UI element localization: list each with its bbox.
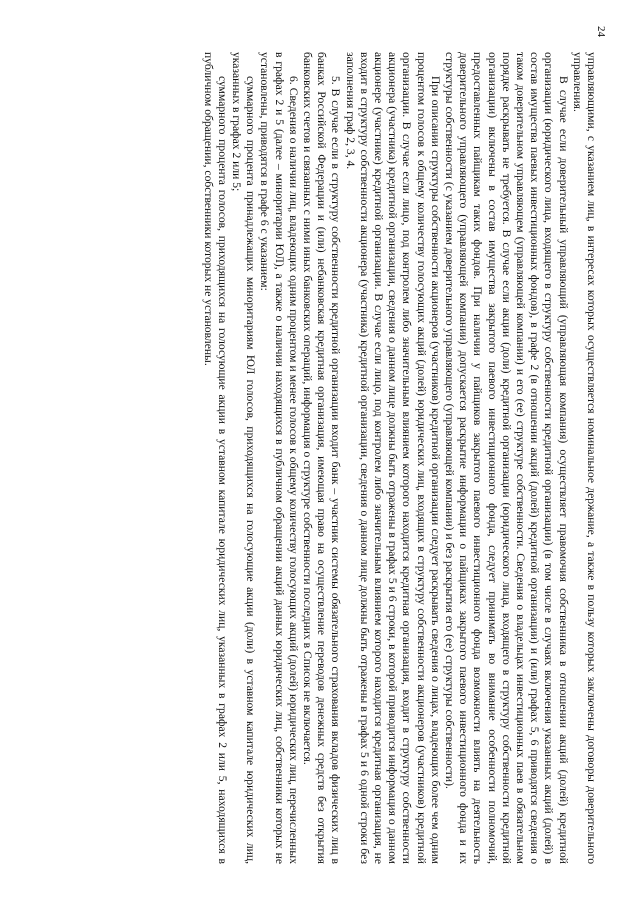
document-body xyxy=(38,52,598,864)
paragraph: 6. Сведения о наличии лиц, владеющих одним процентом и менее голосов к общему количеству голосующих акций (долей) юридических лиц, перечисленных в графах 2 и 5 (далее – миноритарии ЮЛ), а также о наличии находящихся в публичном обращении акций данных юридических лиц, собственники которых не установлены, приводятся в графе 6 с указанием: xyxy=(258,52,300,864)
paragraph: суммарного процента голосов, приходящихся на голосующие акции в уставном капитале юридических лиц, указанных в графах 2 или 5, находящихся в публичном обращении, собственники которых не установлены. xyxy=(201,52,229,864)
paragraph: управляющими, с указанием лиц, в интересах которых осуществляется номинальное держание, а также в пользу которых заключены договоры доверительного управления. xyxy=(570,52,598,864)
paragraph: 5. В случае если в структуру собственности кредитной организации входит банк – участник системы обязательного страхования вкладов физических лиц в банках Российской Федерации и (или) небанковская кредитная организация, имеющая право на осуществление переводов денежных средств без открытия банковских счетов и связанных с ними иных банковских операций, информация о структуре собственности последних в Список не включается. xyxy=(300,52,343,864)
paragraph: В случае если доверительный управляющий (управляющая компания) осуществляет правомочия собственника в отношении акций (долей) кредитной организации (юридического лица, входящего в структуру собственности кредитной организации) (в том числе в случаях включения указанных акций (долей) в состав имущества паевых инвестиционных фондов), в графе 2 (в отношении акций (долей) кредитной организации) и (или) графах 5, 6 приводятся сведения о таком доверительном управляющем (управляющей компании) и его (ее) структуре собственности. Сведения о владельцах инвестиционных паев в обязательном порядке раскрывать не требуется. В случае если акции (доли) кредитной организации (юридического лица, входящего в структуру собственности кредитной организации) включены в состав имущества закрытого паевого инвестиционного фонда, следует принимать во внимание особенности полномочий, предоставленных пайщикам таких фондов. При наличии у пайщиков закрытого паевого инвестиционного фонда возможности влиять на деятельность доверительного управляющего (управляющей компании) допускается раскрытие информации о пайщиках закрытого паевого инвестиционного фонда и их структуры собственности (с указанием доверительного управляющего (управляющей компании) и без раскрытия его (ее) структуры собственности). xyxy=(442,52,570,864)
paragraph: При описании структуры собственности акционеров (участников) кредитной организации следует раскрывать сведения о лицах, владеющих более чем одним процентом голосов к общему количеству голосующих акций (долей) юридических лиц, входящих в структуру собственности акционеров (участников) кредитной организации. В случае если лицо, под контролем либо значительным влиянием которого находится кредитная организация, входит в структуру собственности акционера (участника) кредитной организации, сведения о данном лице должны быть отражены в графах 5 и 6 строки, в которой приводится информация о данном акционере (участнике) кредитной организации. В случае если лицо, под контролем либо значительным влиянием которого находится кредитная организация, не входит в структуру собственности акционера (участника) кредитной организации, сведения о данном лице должны быть отражены в графах 5 и 6 одной строки без заполнения граф 2, 3, 4. xyxy=(343,52,442,864)
page-number: 24 xyxy=(595,26,607,37)
paragraph: суммарного процента принадлежащих миноритариям ЮЛ голосов, приходящихся на голосующие акции (доли) в уставном капитале юридических лиц, указанных в графах 2 или 5; xyxy=(229,52,258,864)
